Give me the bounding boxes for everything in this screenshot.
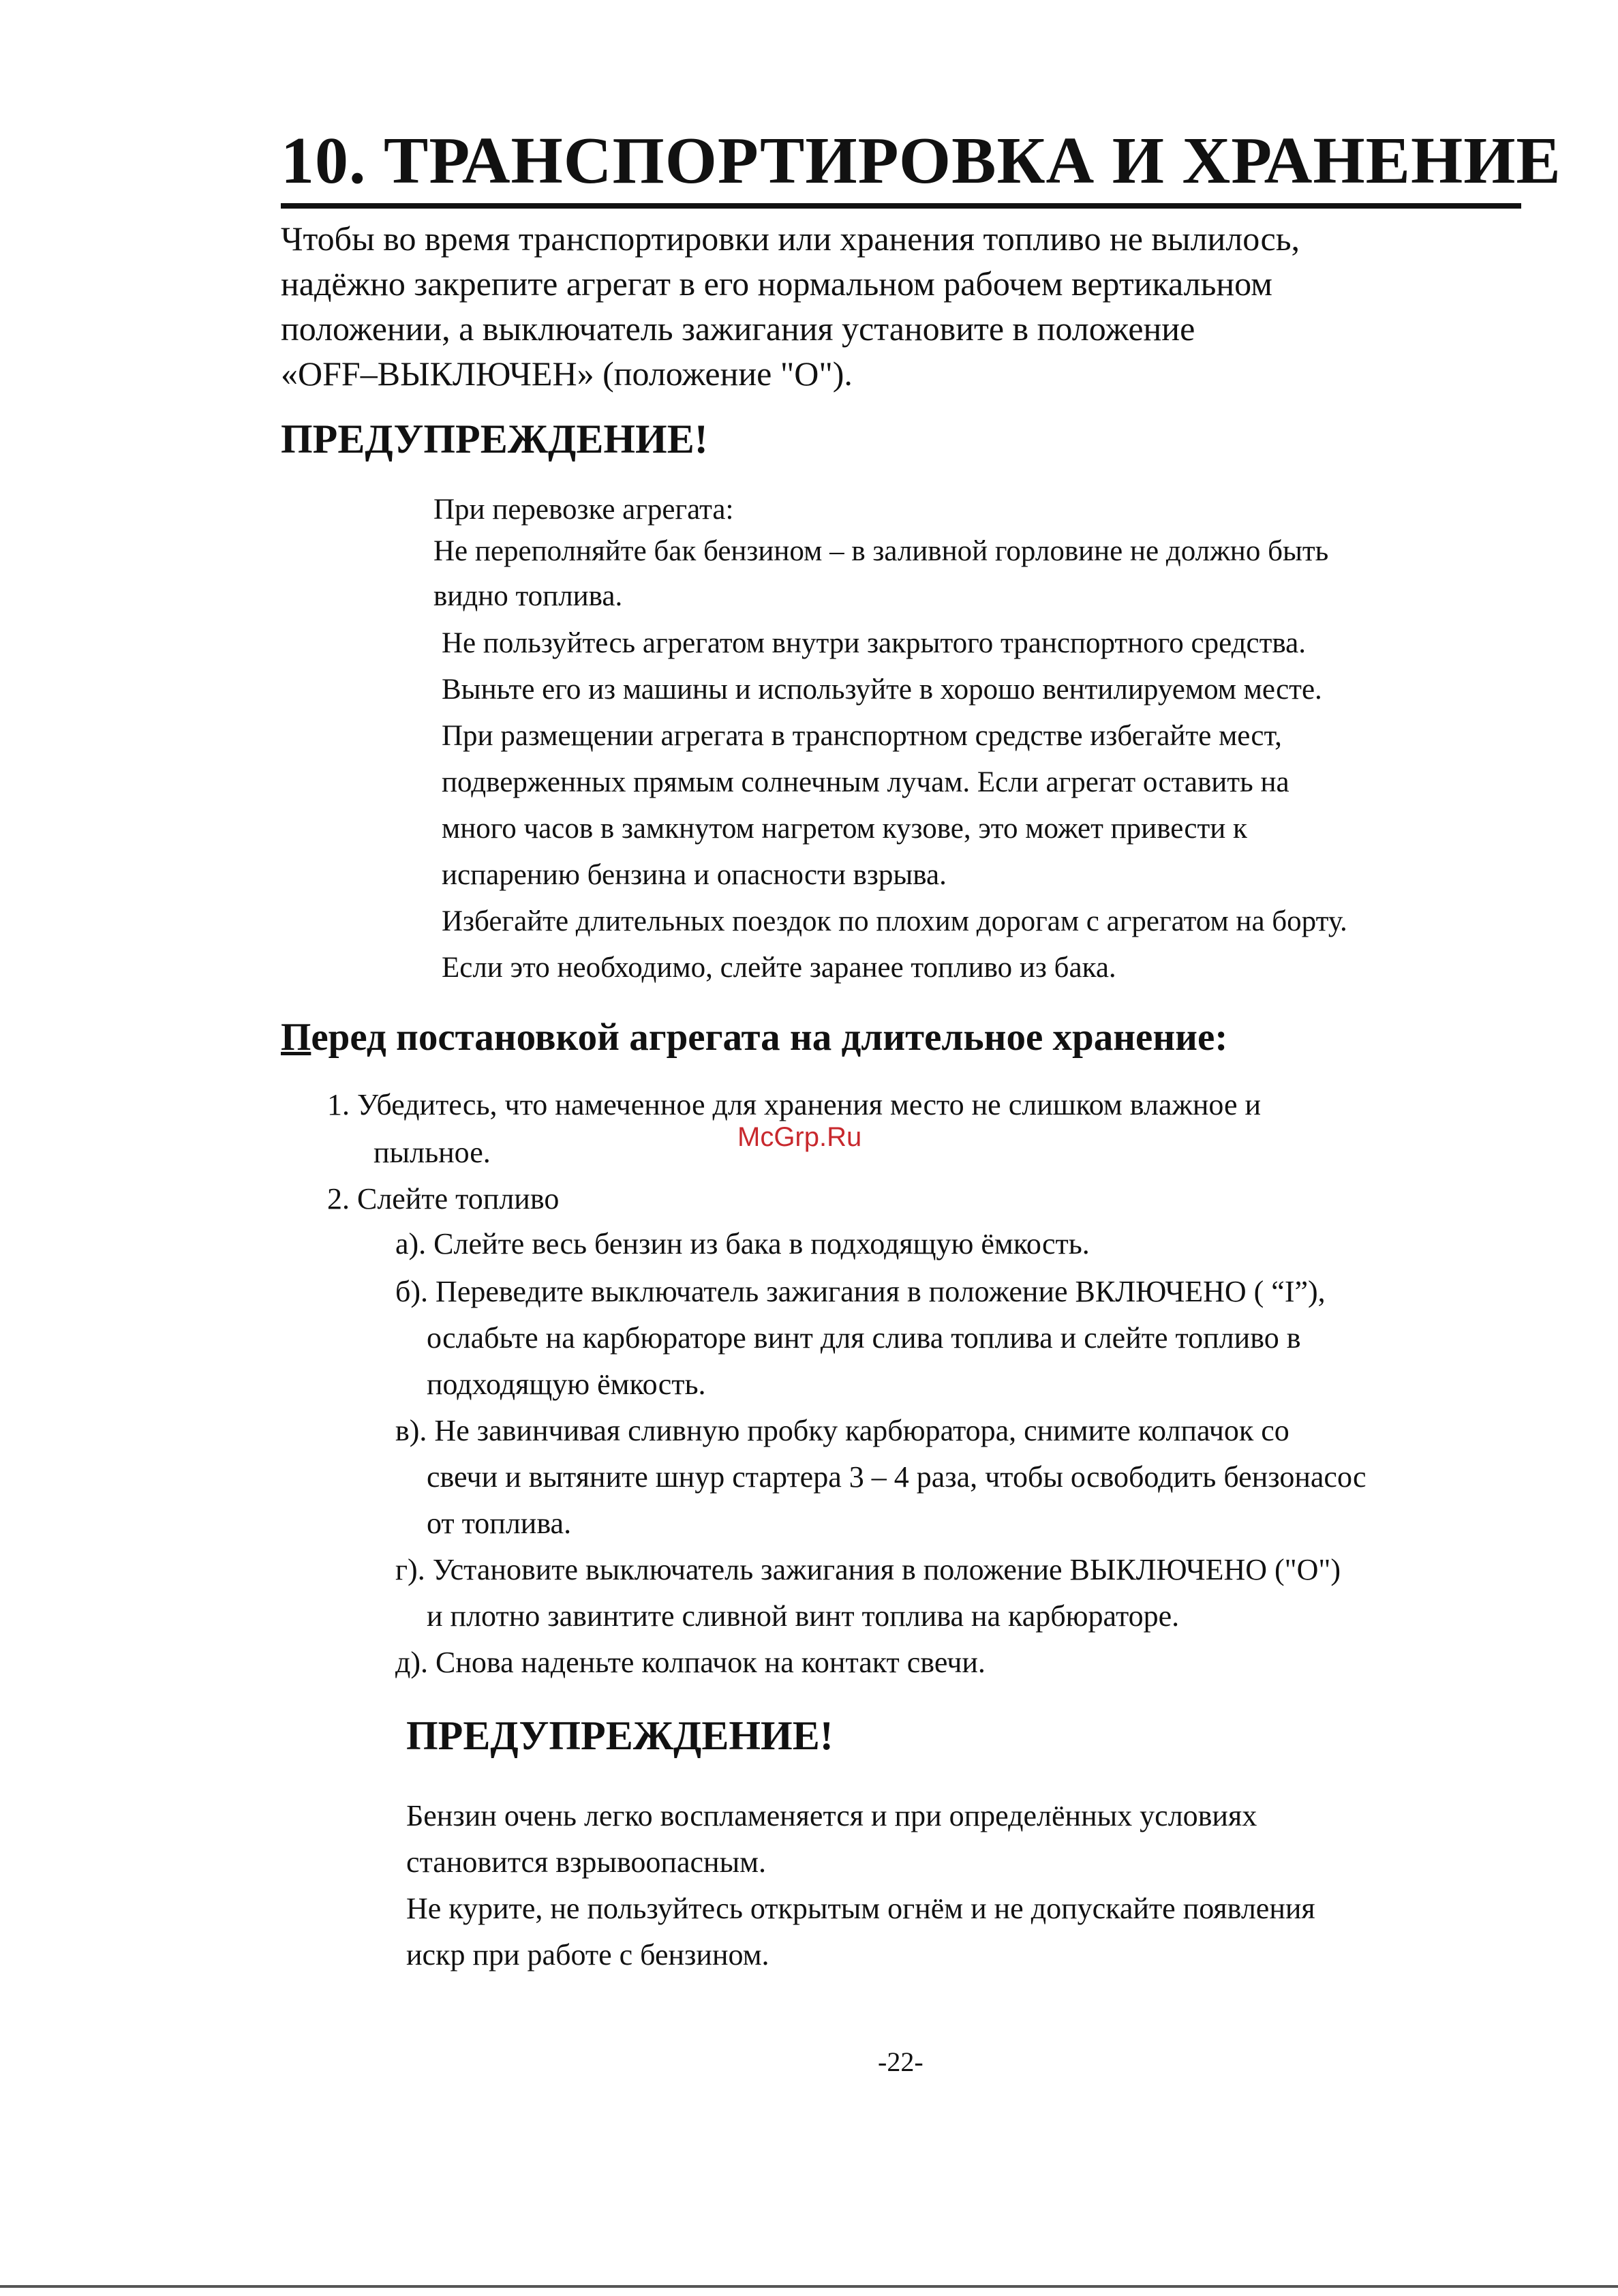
watermark: McGrp.Ru bbox=[737, 1122, 862, 1152]
warning-heading: ПРЕДУПРЕЖДЕНИЕ! bbox=[281, 417, 708, 462]
sub-item: г). Установите выключатель зажигания в положение ВЫКЛЮЧЕНО ("O") bbox=[395, 1553, 1341, 1586]
storage-heading bbox=[281, 1012, 1227, 1063]
list-item: 1. Убедитесь, что намеченное для хранения место не слишком влажное и bbox=[327, 1088, 1262, 1121]
warning-line: Не курите, не пользуйтесь открытым огнём и не допускайте появления bbox=[406, 1892, 1315, 1925]
title-underline bbox=[281, 203, 1521, 209]
sub-item: а). Слейте весь бензин из бака в подходящую ёмкость. bbox=[395, 1227, 1090, 1260]
warning-line: Если это необходимо, слейте заранее топливо из бака. bbox=[442, 952, 1116, 984]
warning-line: испарению бензина и опасности взрыва. bbox=[442, 859, 947, 891]
warning-line: Не пользуйтесь агрегатом внутри закрытого транспортного средства. bbox=[442, 627, 1306, 659]
sub-item: ослабьте на карбюраторе винт для слива топлива и слейте топливо в bbox=[427, 1321, 1301, 1355]
warning-line: При перевозке агрегата: bbox=[433, 494, 734, 526]
sub-item: в). Не завинчивая сливную пробку карбюратора, снимите колпачок со bbox=[395, 1414, 1289, 1447]
warning-line: искр при работе с бензином. bbox=[406, 1938, 769, 1972]
warning-line: При размещении агрегата в транспортном средстве избегайте мест, bbox=[442, 720, 1282, 752]
warning-line: Избегайте длительных поездок по плохим дорогам с агрегатом на борту. bbox=[442, 905, 1347, 937]
storage-heading-text: еред постановкой агрегата на длительное хранение: bbox=[311, 1016, 1228, 1059]
sub-item: и плотно завинтите сливной винт топлива на карбюраторе. bbox=[427, 1599, 1180, 1633]
sub-item: д). Снова наденьте колпачок на контакт свечи. bbox=[395, 1646, 986, 1679]
intro-line: надёжно закрепите агрегат в его нормальном рабочем вертикальном bbox=[281, 265, 1272, 303]
warning-line: становится взрывоопасным. bbox=[406, 1845, 766, 1879]
sub-item: б). Переведите выключатель зажигания в положение ВКЛЮЧЕНО ( “I”), bbox=[395, 1275, 1326, 1308]
warning-line: много часов в замкнутом нагретом кузове, это может привести к bbox=[442, 813, 1247, 845]
page-title: 10. ТРАНСПОРТИРОВКА И ХРАНЕНИЕ bbox=[281, 124, 1561, 198]
intro-line: «OFF–ВЫКЛЮЧЕН» (положение "O"). bbox=[281, 354, 853, 393]
page-bottom-edge bbox=[0, 2285, 1618, 2288]
warning-line: Выньте его из машины и используйте в хорошо вентилируемом месте. bbox=[442, 674, 1322, 706]
warning-line: подверженных прямым солнечным лучам. Если агрегат оставить на bbox=[442, 766, 1289, 798]
sub-item: от топлива. bbox=[427, 1507, 572, 1540]
page-number: -22- bbox=[878, 2046, 924, 2077]
warning-heading: ПРЕДУПРЕЖДЕНИЕ! bbox=[406, 1713, 834, 1758]
storage-heading-initial: П bbox=[281, 1016, 311, 1059]
sub-item: свечи и вытяните шнур стартера 3 – 4 раза, чтобы освободить бензонасос bbox=[427, 1460, 1367, 1494]
intro-line: Чтобы во время транспортировки или хранения топливо не вылилось, bbox=[281, 220, 1300, 258]
intro-line: положении, а выключатель зажигания установите в положение bbox=[281, 309, 1195, 348]
warning-line: Не переполняйте бак бензином – в заливной горловине не должно быть bbox=[433, 535, 1329, 567]
list-item: пыльное. bbox=[373, 1136, 491, 1169]
warning-line: видно топлива. bbox=[433, 580, 623, 612]
sub-item: подходящую ёмкость. bbox=[427, 1368, 706, 1401]
warning-line: Бензин очень легко воспламеняется и при определённых условиях bbox=[406, 1799, 1257, 1832]
list-item: 2. Слейте топливо bbox=[327, 1182, 560, 1215]
